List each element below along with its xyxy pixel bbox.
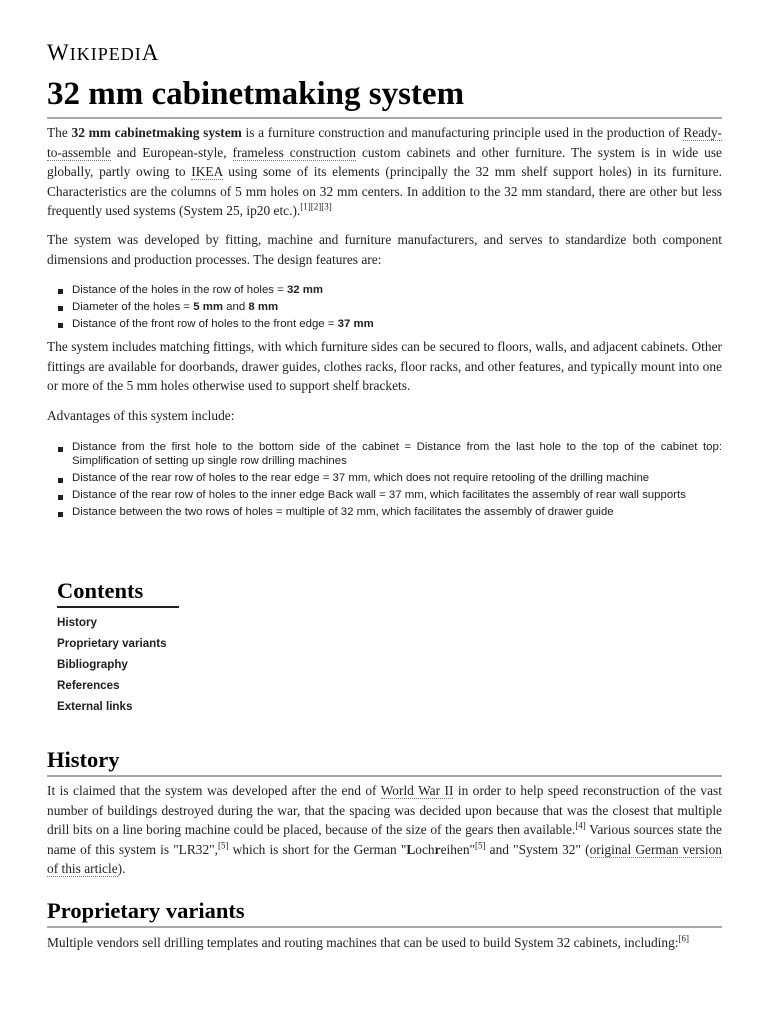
intro-paragraph-4: Advantages of this system include:: [47, 408, 235, 423]
history-paragraph: It is claimed that the system was developed after the end of World War II in order to help speed reconstruction of the vast number of buildings destroyed during the war, that the spacing was decided upon because that was the closest that multiple drill bits on a line boring machine could be placed, because of the size of the gears then available.[4] Various sources state the name of this system is "LR32",[5] which is short for the German "Lochreihen"[5] and "System 32" (original German version of this article).: [47, 783, 722, 877]
toc-item-proprietary-variants[interactable]: Proprietary variants: [57, 637, 167, 650]
toc-item-bibliography[interactable]: Bibliography: [57, 658, 128, 671]
toc-item-references[interactable]: References: [57, 679, 120, 692]
intro-paragraph-3: The system includes matching fittings, with which furniture sides can be secured to floors, walls, and adjacent cabinets. Other fittings are available for doorbands, drawer guides, clothes racks, floor racks, and other features, and typically mount into one or more of the 5 mm holes otherwise used to support shelf brackets.: [47, 339, 722, 394]
wikipedia-wordmark[interactable]: [47, 40, 159, 66]
citation-ref[interactable]: [4]: [575, 820, 586, 831]
heading-proprietary-variants: Proprietary variants: [47, 896, 722, 928]
intro-paragraph-1: The 32 mm cabinetmaking system is a furniture construction and manufacturing principle used in the production of Ready-to-assemble and European-style, frameless construction custom cabinets and other furniture. The system is in wide use globally, partly owing to IKEA using some of its elements (principally the 32 mm shelf support holes) in its furniture. Characteristics are the columns of 5 mm holes on 32 mm centers. In addition to the 32 mm standard, there are other but less frequently used systems (System 25, ip20 etc.).[1][2][3]: [47, 125, 723, 219]
list-item: Diameter of the holes = 5 mm and 8 mm: [47, 299, 722, 316]
wordmark-letter: A: [141, 40, 160, 65]
citation-ref[interactable]: [5]: [475, 840, 486, 851]
table-of-contents: [57, 612, 167, 717]
wordmark-smallcaps: IKIPEDI: [69, 44, 142, 64]
toc-item-history[interactable]: History: [57, 616, 97, 629]
design-features-list: [47, 282, 722, 334]
advantages-list: [47, 440, 722, 522]
toc-item-external-links[interactable]: External links: [57, 700, 133, 713]
link-german-version[interactable]: original German version of this article: [47, 841, 722, 877]
article-subject-bold: 32 mm cabinetmaking system: [71, 125, 242, 140]
toc-title: Contents: [57, 576, 179, 608]
variants-paragraph: Multiple vendors sell drilling templates and routing machines that can be used to build System 32 cabinets, including:[6]: [47, 933, 689, 950]
intro-paragraph-2: The system was developed by fitting, machine and furniture manufacturers, and serves to standardize both component dimensions and production processes. The design features are:: [47, 232, 722, 267]
link-world-war-ii[interactable]: World War II: [380, 783, 454, 798]
citation-ref[interactable]: [6]: [678, 933, 689, 944]
citation-ref[interactable]: [5]: [218, 840, 229, 851]
list-item: Distance of the holes in the row of holes = 32 mm: [47, 282, 722, 299]
heading-history: History: [47, 745, 722, 777]
list-item: Distance between the two rows of holes = multiple of 32 mm, which facilitates the assembly of drawer guide: [47, 505, 722, 519]
list-item: Distance from the first hole to the bottom side of the cabinet = Distance from the last hole to the top of the cabinet top: Simplification of setting up single row drilling machines: [47, 440, 722, 468]
list-item: Distance of the rear row of holes to the inner edge Back wall = 37 mm, which facilitates the assembly of rear wall supports: [47, 488, 722, 502]
page-title: 32 mm cabinetmaking system: [47, 72, 722, 119]
wordmark-letter: W: [47, 40, 70, 65]
list-item: Distance of the rear row of holes to the rear edge = 37 mm, which does not require retooling of the drilling machine: [47, 471, 722, 485]
citation-refs[interactable]: [1][2][3]: [300, 201, 332, 212]
list-item: Distance of the front row of holes to the front edge = 37 mm: [47, 316, 722, 333]
link-ready-to-assemble[interactable]: Ready-to-assemble: [47, 125, 723, 160]
link-ikea[interactable]: IKEA: [191, 164, 223, 180]
link-frameless-construction[interactable]: frameless construction: [232, 144, 356, 160]
